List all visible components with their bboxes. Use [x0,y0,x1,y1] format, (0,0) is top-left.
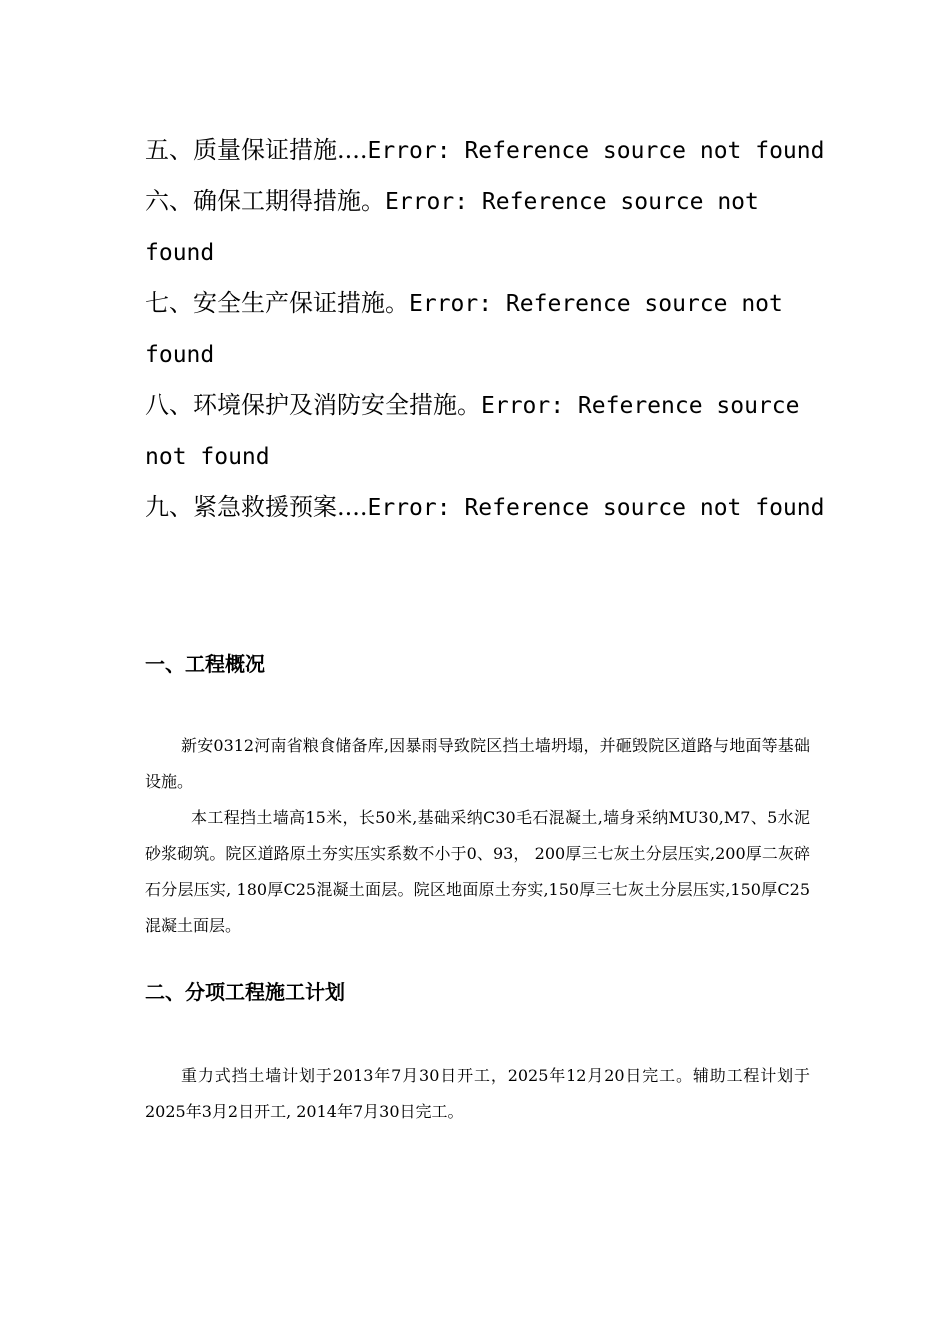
toc-entry-ref: Error: Reference source not found [367,495,825,521]
toc-entry[interactable] [145,482,825,533]
toc-entry-ref: Error: Reference source not found [145,189,759,266]
body-paragraph: 重力式挡土墙计划于2013年7月30日开工，2025年12月20日完工。辅助工程计划于2025年3月2日开工, 2014年7月30日完工。 [145,1066,810,1121]
section-heading-construction-plan: 二、分项工程施工计划 [145,980,345,1004]
toc-entry-ref: Error: Reference source not found [367,138,825,164]
toc-entry-title: 七、安全生产保证措施。 [145,289,409,317]
body-paragraph: 新安0312河南省粮食储备库,因暴雨导致院区挡土墙坍塌，并砸毁院区道路与地面等基础设施。 [145,736,810,791]
body-paragraph: 本工程挡土墙高15米，长50米,基础采纳C30毛石混凝土,墙身采纳MU30,M7、5水泥砂浆砌筑。院区道路原土夯实压实系数不小于0、93， 200厚三七灰土分层压实,200厚二灰碎石分层压实, 180厚C25混凝土面层。院区地面原土夯实,150厚三七灰土分层压实,150厚C25混凝土面层。 [145,808,810,935]
toc-entry[interactable] [145,380,825,482]
toc-entry-title: 六、确保工期得措施。 [145,187,385,215]
toc-entry[interactable] [145,125,825,176]
toc-entry-ref: Error: Reference source not found [145,291,783,368]
toc-entry[interactable] [145,278,825,380]
toc-entry-title: 八、环境保护及消防安全措施。 [145,391,481,419]
table-of-contents [145,125,825,533]
toc-entry-ref: Error: Reference source not found [145,393,800,470]
toc-entry-title: 五、质量保证措施.... [145,136,368,164]
section-heading-project-overview: 一、工程概况 [145,652,265,676]
toc-entry-title: 九、紧急救援预案.... [145,493,368,521]
toc-entry[interactable] [145,176,825,278]
